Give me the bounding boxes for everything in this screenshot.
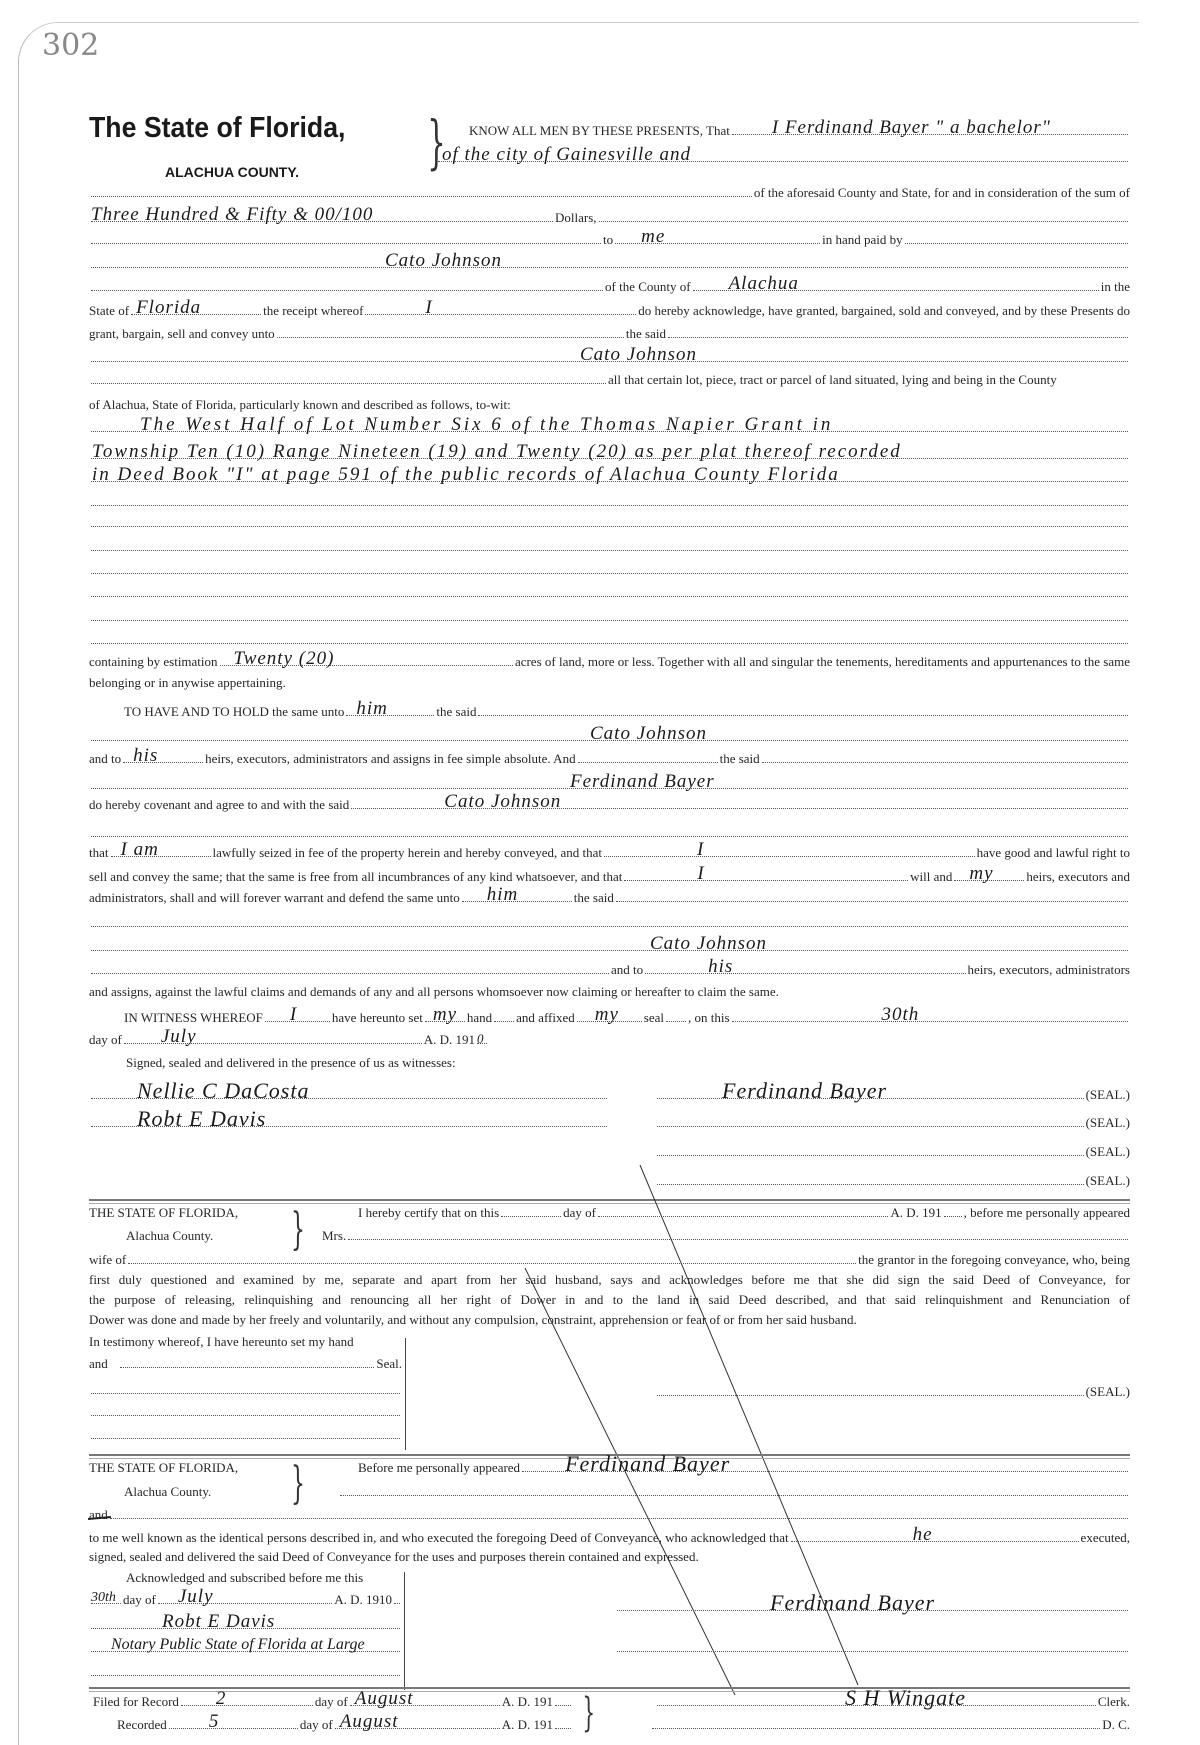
signature-line[interactable] <box>652 1728 1100 1729</box>
handwritten-day: 30th <box>881 1004 920 1025</box>
brace: } <box>427 108 446 176</box>
page-number: 302 <box>42 28 100 63</box>
label: day of <box>123 1592 156 1607</box>
ack-state-label <box>89 1460 238 1475</box>
document-title: The State of Florida, <box>89 112 346 144</box>
handwritten-appeared: Ferdinand Bayer <box>565 1451 731 1476</box>
seal-label: (SEAL.) <box>1085 1115 1130 1130</box>
handwritten-him: him <box>486 884 519 905</box>
label: hand <box>466 1010 493 1025</box>
handwritten-state: Florida <box>136 297 202 318</box>
blank-line[interactable] <box>169 1711 298 1732</box>
grantor-signature: Ferdinand Bayer <box>722 1078 888 1103</box>
handwritten-grantor: I Ferdinand Bayer " a bachelor" <box>771 117 1051 138</box>
label: sell and convey the same; that the same is free from all incumbrances of any kind whatsoever, and that <box>89 869 623 884</box>
handwritten-year-digit: 0 <box>477 1031 484 1046</box>
label: and affixed <box>516 1010 575 1025</box>
handwritten-pronoun: I <box>425 297 433 318</box>
label: Acknowledged and subscribed before me this <box>126 1570 364 1585</box>
label: in the <box>1100 279 1130 294</box>
label: and assigns, against the lawful claims and demands of any and all persons whomsoever now claiming or hereafter to claim the same. <box>89 984 779 999</box>
label: THE STATE OF FLORIDA, <box>89 1460 239 1475</box>
seal-label: (SEAL.) <box>1085 1087 1130 1102</box>
label: the receipt whereof <box>263 303 364 318</box>
blank-line[interactable] <box>110 1518 1128 1519</box>
label: heirs, executors, administrators <box>967 962 1130 977</box>
label: Dower was done and made by her freely and voluntarily, and without any compulsion, constraint, apprehension or fear of or from her said husband. <box>89 1312 857 1327</box>
handwritten-sum: Three Hundred & Fifty & 00/100 <box>91 204 374 225</box>
blank-line[interactable] <box>394 1603 400 1604</box>
handwritten-pronoun: I <box>697 863 705 884</box>
label: A. D. 1910 <box>334 1592 392 1607</box>
label: and <box>89 1356 108 1371</box>
label: Clerk. <box>1097 1694 1130 1709</box>
label: State of <box>89 303 130 318</box>
blank-row <box>338 1484 1130 1499</box>
label: wife of <box>89 1252 127 1267</box>
label: have good and lawful right to <box>976 845 1130 860</box>
label: Signed, sealed and delivered in the presence of us as witnesses: <box>126 1055 456 1070</box>
handwritten-he: he <box>912 1524 933 1545</box>
blank-row <box>89 1664 402 1679</box>
label: TO HAVE AND TO HOLD the same unto <box>124 704 345 719</box>
blank-line[interactable] <box>350 1688 500 1709</box>
label: lawfully seized in fee of the property herein and hereby conveyed, and that <box>212 845 602 860</box>
handwritten-ack-day: 30th <box>91 1590 116 1605</box>
handwritten-grantee: Cato Johnson <box>590 723 708 744</box>
handwritten-recorded-month: August <box>339 1711 399 1732</box>
handwritten-my: my <box>432 1004 458 1025</box>
label: A. D. 191 <box>501 1717 553 1732</box>
label: all that certain lot, piece, tract or parcel of land situated, lying and being in the County <box>608 372 1057 387</box>
handwritten-i-am: I am <box>120 839 159 860</box>
witness-signature-2: Robt E Davis <box>137 1106 267 1131</box>
signature-line-row <box>615 1640 1130 1655</box>
handwritten-pronoun: I <box>696 839 705 860</box>
blank-line[interactable] <box>91 1611 400 1632</box>
ack-county-label <box>124 1484 211 1499</box>
label: day of <box>563 1205 597 1220</box>
signature-line-row <box>615 1590 1130 1615</box>
label: Dollars, <box>555 210 597 225</box>
handwritten-pronoun: I <box>289 1004 298 1025</box>
label: that <box>89 845 109 860</box>
bracket-line <box>404 1572 405 1690</box>
label: Filed for Record <box>93 1694 179 1709</box>
label: Alachua County. <box>126 1228 214 1243</box>
ack-date-row <box>89 1586 402 1607</box>
label: belonging or in anywise appertaining. <box>89 675 286 690</box>
signed-sealed-row <box>89 1549 1130 1564</box>
diagonal-stroke <box>525 1268 735 1695</box>
notary-signature: Robt E Davis <box>162 1611 276 1632</box>
handwritten-month: July <box>160 1026 197 1047</box>
handwritten-him: him <box>356 698 388 719</box>
label: Mrs. <box>322 1228 347 1243</box>
grantor-signature-ack: Ferdinand Bayer <box>770 1590 936 1615</box>
label: do hereby acknowledge, have granted, bargained, sold and conveyed, and by these Presents do <box>638 303 1130 318</box>
label: the said <box>625 326 666 341</box>
label: A. D. 191 <box>423 1032 475 1047</box>
label: of Alachua, State of Florida, particularly known and described as follows, to-wit: <box>89 397 511 412</box>
handwritten-grantee: Cato Johnson <box>580 344 698 365</box>
label: A. D. 191 <box>501 1694 553 1709</box>
label: Seal. <box>376 1356 402 1371</box>
signature-line[interactable] <box>657 1685 1096 1710</box>
label: D. C. <box>1102 1717 1130 1732</box>
blank-line[interactable] <box>91 1590 121 1605</box>
blank-line[interactable] <box>555 1728 571 1729</box>
label: signed, sealed and delivered the said Deed of Conveyance for the uses and purposes therein contained and expressed. <box>89 1549 699 1564</box>
label: Recorded <box>117 1717 167 1732</box>
label: the said <box>436 704 477 719</box>
label: , before me personally appeared <box>963 1205 1130 1220</box>
seal-label: (SEAL.) <box>1085 1173 1130 1188</box>
brace: } <box>291 1458 305 1509</box>
handwritten-his: his <box>708 956 734 977</box>
blank-line[interactable] <box>555 1705 571 1706</box>
label: and <box>89 1507 108 1522</box>
well-known-row <box>89 1524 1130 1545</box>
blank-line[interactable] <box>340 1495 1128 1496</box>
signature-line[interactable] <box>617 1651 1128 1652</box>
label: executed, <box>1080 1530 1130 1545</box>
label: and to <box>611 962 644 977</box>
handwritten-county: Alachua <box>728 273 799 294</box>
clerk-row <box>655 1685 1130 1710</box>
blank-row <box>89 1611 402 1632</box>
brace: } <box>291 1204 305 1255</box>
dower-text-2: the purpose of releasing, relinquishing and renouncing all her right of Dower in and to the land in said Deed described, and that said relinquishment and Renunciation of <box>89 1292 1130 1307</box>
blank-line[interactable] <box>335 1711 500 1732</box>
label: do hereby covenant and agree to and with the said <box>89 797 350 812</box>
label: of the County of <box>605 279 691 294</box>
seal-label: (SEAL.) <box>1085 1384 1130 1399</box>
handwritten-filed-month: August <box>354 1688 414 1709</box>
filed-row <box>93 1688 573 1709</box>
label: day of <box>314 1694 348 1709</box>
before-me-row <box>358 1451 1130 1476</box>
handwritten-description-1: The West Half of Lot Number Six 6 of the Thomas Napier Grant in <box>140 414 834 435</box>
signature-line[interactable] <box>617 1590 1128 1615</box>
handwritten-me: me <box>641 226 666 247</box>
label: the said <box>573 890 614 905</box>
label: heirs, executors and <box>1026 869 1130 884</box>
recorded-row <box>117 1711 573 1732</box>
label: In testimony whereof, I have hereunto set my hand <box>89 1334 354 1349</box>
label: of the aforesaid County and State, for and in consideration of the sum of <box>753 185 1130 200</box>
label: to me well known as the identical persons described in, and who executed the foregoing Deed of Conveyance, who acknowledged that <box>89 1530 789 1545</box>
blank-line[interactable] <box>181 1688 313 1709</box>
blank-line[interactable] <box>522 1451 1128 1476</box>
acknowledged-row <box>126 1570 363 1585</box>
handwritten-filed-day: 2 <box>215 1688 227 1709</box>
label: and to <box>89 751 122 766</box>
handwritten-recorded-day: 5 <box>208 1711 220 1732</box>
and-row <box>89 1507 1130 1522</box>
handwritten-grantee: Cato Johnson <box>444 791 562 812</box>
blank-line[interactable] <box>791 1524 1079 1545</box>
dc-row <box>650 1717 1130 1732</box>
label: heirs, executors, administrators and assigns in fee simple absolute. And <box>205 751 576 766</box>
section-divider <box>89 1687 1130 1692</box>
handwritten-grantee: Cato Johnson <box>650 933 768 954</box>
blank-line[interactable] <box>91 1636 400 1653</box>
dower-text-1: first duly questioned and examined by me, separate and apart from her said husband, says and acknowledges before me that she did sign the said Deed of Conveyance, for <box>89 1272 1130 1287</box>
handwritten-description-2: Township Ten (10) Range Nineteen (19) and Twenty (20) as per plat thereof recorded <box>92 441 902 462</box>
label: THE STATE OF FLORIDA, <box>89 1205 239 1220</box>
notary-title: Notary Public State of Florida at Large <box>111 1636 365 1653</box>
label: the said <box>719 751 760 766</box>
label: day of <box>89 1032 122 1047</box>
label: will and <box>910 869 953 884</box>
label: Alachua County. <box>124 1484 212 1499</box>
label: KNOW ALL MEN BY THESE PRESENTS, That <box>469 123 730 138</box>
handwritten-city: of the city of Gainesville and <box>442 144 691 165</box>
label: acres of land, more or less. Together with all and singular the tenements, hereditaments and appurtenances to the same <box>514 654 1130 669</box>
label: to <box>603 232 614 247</box>
handwritten-his: his <box>133 745 159 766</box>
label: containing by estimation <box>89 654 218 669</box>
label: seal <box>643 1010 664 1025</box>
label: I hereby certify that on this <box>358 1205 500 1220</box>
seal-label: (SEAL.) <box>1085 1144 1130 1159</box>
label: administrators, shall and will forever warrant and defend the same unto <box>89 890 460 905</box>
label: day of <box>299 1717 333 1732</box>
label: in hand paid by <box>822 232 903 247</box>
brace: } <box>582 1690 596 1736</box>
blank-line[interactable] <box>91 1675 400 1676</box>
handwritten-my: my <box>594 1004 619 1025</box>
handwritten-grantor-name: Ferdinand Bayer <box>570 771 715 792</box>
label: A. D. 191 <box>890 1205 942 1220</box>
handwritten-grantee: Cato Johnson <box>385 250 503 271</box>
label: grant, bargain, sell and convey unto <box>89 326 275 341</box>
handwritten-acres: Twenty (20) <box>233 648 335 669</box>
label: Before me personally appeared <box>358 1460 521 1475</box>
handwritten-description-3: in Deed Book "I" at page 591 of the public records of Alachua County Florida <box>92 464 840 485</box>
county-heading: ALACHUA COUNTY. <box>165 164 300 180</box>
label: IN WITNESS WHEREOF <box>124 1010 263 1025</box>
clerk-signature: S H Wingate <box>845 1685 966 1710</box>
label: have hereunto set <box>331 1010 423 1025</box>
blank-line[interactable] <box>158 1586 332 1607</box>
label: , on this <box>687 1010 730 1025</box>
handwritten-ack-month: July <box>177 1586 214 1607</box>
witness-signature-1: Nellie C DaCosta <box>137 1078 310 1103</box>
handwritten-my: my <box>969 863 994 884</box>
label: the grantor in the foregoing conveyance, who, being <box>858 1252 1130 1267</box>
blank-row <box>89 1636 402 1655</box>
